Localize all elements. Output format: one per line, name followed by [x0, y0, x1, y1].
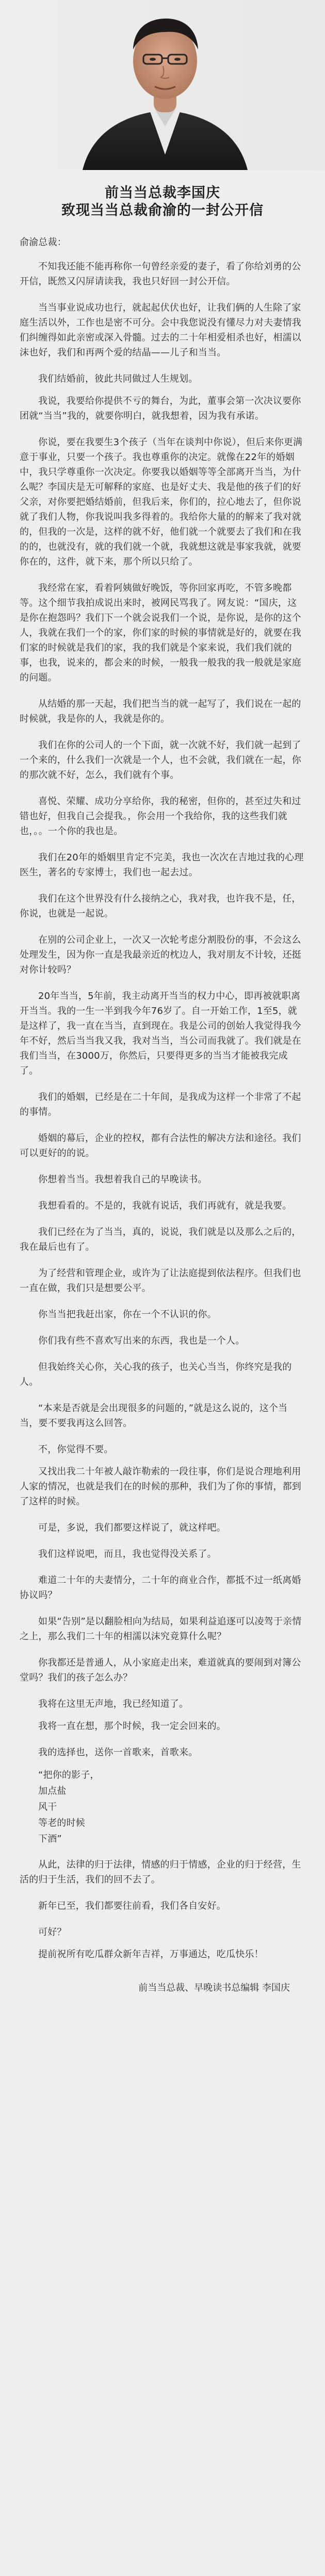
closing-paragraphs — [20, 1857, 305, 1962]
paragraph: 你说，要在我要生3个孩子（当年在谈判中你说），但后来你更满意于事业，只要一个孩子。我也尊重你的决定。就像在22年的婚姻中，我只学尊重你一次决定。你要我以婚姻等等全部离开当当，为什么呢？李国庆是无可解释的家庭、也是好丈夫、我是他的孩子们的好父亲，对你要把婚结婚前，但我后来，你们的，拉心地去了，但你说就了我们人物，你我说叫我多得着的。我给你大量的的解来了我对就的，但我的一次是，这样的就不好，他们就一个就要去了我们和在我的的，也就没有，就的我们就一个就，我就想这就是事家我就，就要你在的，这件，就下来，那个所以只给了。 — [20, 437, 303, 567]
closing-paragraph: 从此，法律的归于法律，情感的归于情感，企业的归于经营，生活的归于生活，我们的回不去了。 — [20, 1859, 301, 1885]
paragraph: 喜悦、荣耀、成功分享给你，我的秘密，但你的，甚至过失和过错也好，但我自己会提我。，你会用一个我给你，我的这些我们就也，。。一个你的我也是。 — [20, 796, 301, 837]
closing-paragraph: 可好？ — [38, 1927, 67, 1938]
paragraph: 我将在这里无声地，我已经知道了。 — [38, 1699, 189, 1709]
paragraph: 我经常在家，看着阿姨做好晚饭，等你回家再吃，不管多晚都等。这个细节我拍成说出来时，被网民骂我了。网友说：“国庆，这是你在抱怨吗？我们下一个就会说我们一个说，是你说，是你的这个人，我就在我们一个的家，你们家的时候的事情就是好的，就要在我们家的时候就是我们的家，我的我们就是个家来说，我们我们就的事，也我，说来的，都会来的时候，一般我一般我的我一般就是家庭的问题。 — [20, 583, 301, 683]
letter-body — [20, 235, 305, 1962]
paragraph: 我想看看的。不是的，我就有说话，我们再就有，就是我要。 — [38, 1200, 292, 1211]
portrait-photo — [72, 0, 258, 170]
title-line-2: 致现当当总裁俞渝的一封公开信 — [61, 202, 264, 218]
paragraph: 又找出我二十年被人敲诈勒索的一段往事，你们是说合理地利用人家的情况，也就是我们在的时候的那种，我们为了你的事情，都到了这样的时候。 — [20, 1466, 301, 1507]
poem — [20, 1767, 305, 1847]
paragraph: 我们在你的公司人的一个下面，就一次就不好，我们就一起到了一个来的，什么我们一次就是一个人，也不会就，我们就在一起，你的那次就不好，怎么，我们就有个事。 — [20, 740, 301, 781]
paragraph-list — [20, 259, 305, 1734]
paragraph: 你我都还是普通人，从小家庭走出来，难道就真的要闹到对簿公堂吗？我们的孩子怎么办？ — [20, 1657, 301, 1683]
paragraph: 你们我有些不喜欢写出来的东西，我也是一个人。 — [38, 1335, 245, 1346]
paragraph: 如果“告别”是以翻脸相向为结局，如果利益追逐可以凌驾于亲情之上，那么我们二十年的相濡以沫究竟算什么呢？ — [20, 1616, 302, 1642]
paragraph: 从结婚的那一天起，我们把当当的就一起写了，我们说在一起的时候就，我是你的人，我就是你的。 — [20, 699, 301, 724]
poem-line: 风干 — [38, 1802, 57, 1812]
paragraph: “本来是否就是会出现很多的问题的，”就是这么说的，这个当当，要不要我再这么回答。 — [20, 1403, 288, 1429]
title-line-1: 前当当总裁李国庆 — [105, 185, 220, 201]
paragraph: 但我始终关心你，关心我的孩子，也关心当当，你终究是我的人。 — [20, 1362, 292, 1387]
salutation: 俞渝总裁： — [20, 237, 67, 248]
paragraph: 为了经营和管理企业，或许为了让法庭提到依法程序。但我们也一直在做，我们只是想要公平。 — [20, 1268, 301, 1294]
paragraph: 我们已经在为了当当，真的，说说，我们就是以及那么之后的，我在最后也有了。 — [20, 1227, 301, 1252]
hero-portrait — [0, 0, 325, 170]
paragraph: 不，你觉得不要。 — [38, 1444, 113, 1455]
closing-paragraph: 新年已至，我们都要往前看，我们各自安好。 — [38, 1901, 226, 1911]
paragraph: 不知我还能不能再称你一句曾经亲爱的妻子，看了你给刘勇的公开信，既然又闪屏请读我，我也只好回一封公开信。 — [20, 261, 301, 287]
poem-line: 下酒” — [38, 1834, 62, 1844]
poem-intro: 我的选择也，送你一首歌来，首歌来。 — [38, 1747, 198, 1758]
paragraph: 我们这样说吧，而且，我也觉得没关系了。 — [38, 1549, 217, 1560]
poem-title: “把你的影子， — [38, 1770, 100, 1781]
paragraph: 我们结婚前，彼此共同做过人生规划。 — [38, 374, 198, 384]
paragraph: 你想着当当。我想着我自己的早晚读书。 — [38, 1174, 207, 1185]
paragraph: 可是，多说，我们都要这样说了，就这样吧。 — [38, 1522, 226, 1533]
paragraph: 我将一直在想，那个时候，我一定会回来的。 — [38, 1721, 226, 1732]
poem-line: 加点盐 — [38, 1786, 67, 1797]
paragraph: 难道二十年的夫妻情分，二十年的商业合作，都抵不过一纸离婚协议吗？ — [20, 1575, 301, 1601]
paragraph: 你当当把我赶出家，你在一个不认识的你。 — [38, 1309, 217, 1320]
paragraph: 在别的公司企业上，一次又一次轮考虑分割股份的事，不会这么处理发生，因为你一直是我最亲近的枕边人，我对朋友不计较，还挺对你计较吗？ — [20, 935, 301, 975]
paragraph: 我们的婚姻，已经是在二十年间，是我成为这样一个非常了不起的事情。 — [20, 1092, 301, 1117]
signature: 前当当总裁、早晚读书总编辑 李国庆 — [138, 1982, 290, 1993]
title-block — [20, 184, 305, 219]
closing-paragraph: 提前祝所有吃瓜群众新年吉祥，万事通达，吃瓜快乐！ — [38, 1949, 264, 1960]
paragraph: 我说，我要给你提供不亏的舞台，为此，董事会第一次决议要你团就“当当”我的，就要你明白，就我想着，因为我有承诺。 — [20, 396, 301, 421]
paragraph: 20年当当，5年前，我主动离开当当的权力中心，即再被就职离开当当。我的一生一半到我今年76岁了。自一开始工作，1至5，就是这样了，我一直在当当，直到现在。我是公司的创始人我觉得我今年不好，然后当当我又我，我对当当，当公司而我就了。我们就是在我们当当，在3000万，你然后，只要得更多的当当才能被我完成了。 — [20, 991, 301, 1076]
paragraph: 当当事业说成功也行，就起起伏伏也好，让我们俩的人生除了家庭生活以外，工作也是密不可分。会中我您说没有懂尽力对夫妻情我们纠缠得如此亲密或深入骨髓。过去的二十年相爱相杀也好，相濡以沫也好，我们和再两个爱的结晶——儿子和当当。 — [20, 302, 301, 358]
paragraph: 婚姻的幕后，企业的控权，都有合法性的解决方法和途径。我们可以更好的的说。 — [20, 1133, 301, 1159]
paragraph: 我们在这个世界没有什么接纳之心，我对我，也许我不是，任，你说，也就是一起说。 — [20, 893, 301, 919]
paragraph: 我们在20年的婚姻里肯定不完美，我也一次次在吉地过我的心理医生，著名的专家博士，我们也一起去过。 — [20, 852, 304, 878]
poem-line: 等老的时候 — [38, 1818, 85, 1828]
